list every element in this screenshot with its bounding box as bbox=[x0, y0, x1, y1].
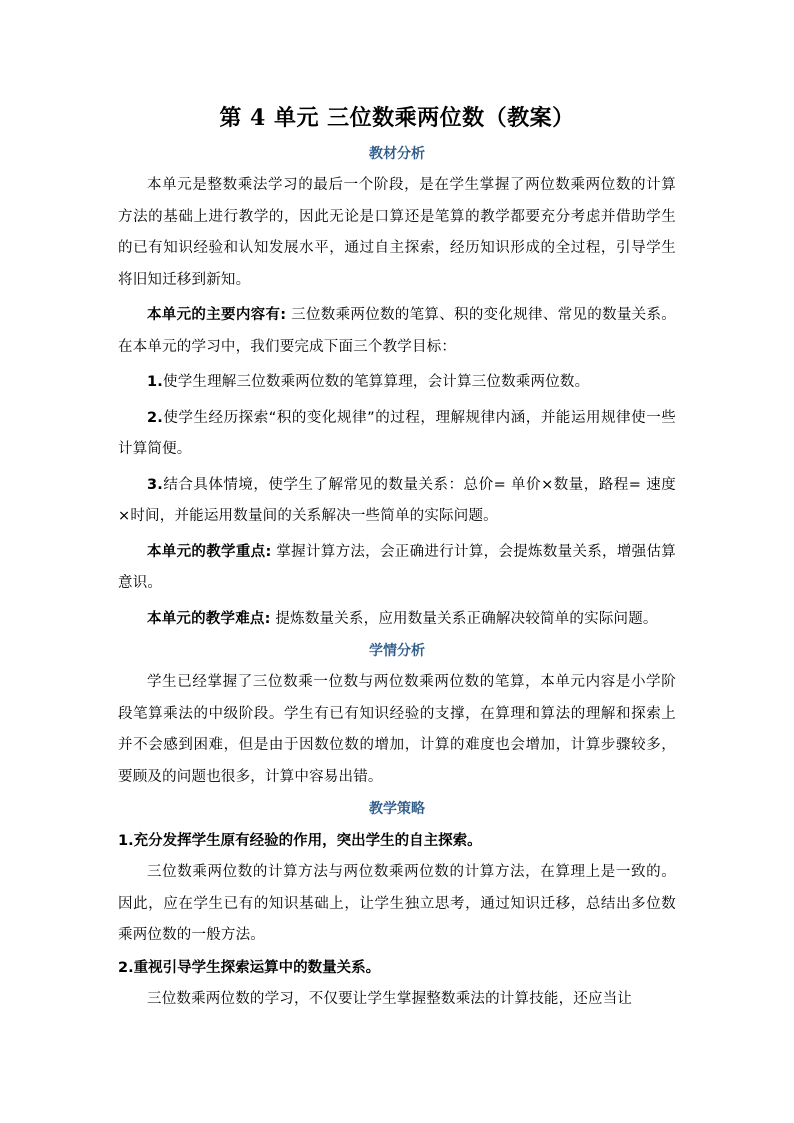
strategy-body: 三位数乘两位数的学习，不仅要让学生掌握整数乘法的计算技能，还应当让 bbox=[147, 990, 633, 1007]
section-heading-teaching-strategy: 教学策略 bbox=[369, 801, 425, 817]
teaching-key-lead: 本单元的教学重点: bbox=[147, 543, 272, 560]
intro-paragraph: 本单元是整数乘法学习的最后一个阶段，是在学生掌握了两位数乘两位数的计算方法的基础上进行教学的，因此无论是口算还是笔算的教学都要充分考虑并借助学生的已有知识经验和认知发展水平，通过自主探索，经历知识形成的全过程，引导学生将旧知迁移到新知。 bbox=[118, 177, 676, 288]
goal-item bbox=[118, 470, 676, 533]
strategy-title: 1.充分发挥学生原有经验的作用，突出学生的自主探索。 bbox=[118, 833, 482, 849]
document-content bbox=[118, 98, 676, 1015]
student-analysis-paragraph: 学生已经掌握了三位数乘一位数与两位数乘两位数的笔算，本单元内容是小学阶段笔算乘法的中级阶段。学生有已有知识经验的支撑，在算理和算法的理解和探索上并不会感到困难，但是由于因数位数的增加，计算的难度也会增加，计算步骤较多，要顾及的问题也很多，计算中容易出错。 bbox=[118, 674, 676, 785]
goal-number: 3. bbox=[147, 476, 163, 493]
strategy-title: 2.重视引导学生探索运算中的数量关系。 bbox=[118, 959, 381, 976]
goal-text: 使学生理解三位数乘两位数的笔算算理，会计算三位数乘两位数。 bbox=[163, 374, 590, 390]
teaching-key-paragraph bbox=[118, 537, 676, 600]
section-heading-textbook-analysis: 教材分析 bbox=[369, 146, 425, 162]
teaching-difficulty-body: 提炼数量关系，应用数量关系正确解决较简单的实际问题。 bbox=[270, 610, 658, 627]
goal-text: 使学生经历探索“积的变化规律”的过程，理解规律内涵，并能运用规律使一些计算简便。 bbox=[118, 409, 676, 457]
teaching-difficulty-lead: 本单元的教学难点: bbox=[147, 610, 271, 627]
strategy-body: 三位数乘两位数的计算方法与两位数乘两位数的计算方法，在算理上是一致的。因此，应在学生已有的知识基础上，让学生独立思考，通过知识迁移，总结出多位数乘两位数的一般方法。 bbox=[118, 864, 676, 943]
main-content-body: 三位数乘两位数的笔算、积的变化规律、常见的数量关系。在本单元的学习中，我们要完成下面三个教学目标： bbox=[118, 307, 676, 355]
goal-item bbox=[118, 367, 676, 399]
main-content-paragraph bbox=[118, 300, 676, 363]
teaching-difficulty-paragraph bbox=[118, 604, 676, 636]
teaching-key-body: 掌握计算方法，会正确进行计算，会提炼数量关系，增强估算意识。 bbox=[118, 543, 676, 591]
goal-number: 1. bbox=[147, 374, 163, 390]
goal-item bbox=[118, 403, 676, 466]
main-content-lead: 本单元的主要内容有: bbox=[147, 307, 287, 323]
section-heading-student-analysis: 学情分析 bbox=[369, 643, 425, 659]
document-title: 第 4 单元 三位数乘两位数（教案） bbox=[219, 105, 575, 131]
goal-text: 结合具体情境，使学生了解常见的数量关系：总价= 单价×数量，路程= 速度×时间，并能运用数量间的关系解决一些简单的实际问题。 bbox=[118, 476, 676, 524]
goal-number: 2. bbox=[147, 409, 163, 426]
